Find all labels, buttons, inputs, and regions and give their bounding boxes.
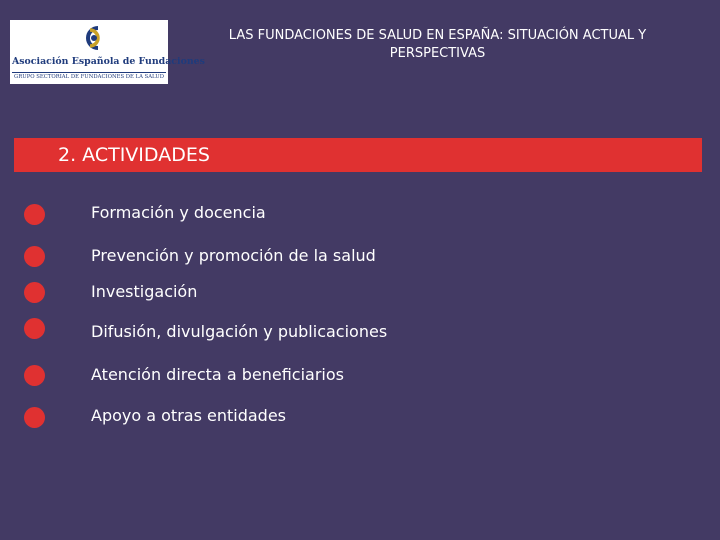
bullet-icon (24, 204, 45, 225)
list-item: Investigación (91, 282, 198, 301)
logo-subtitle: GRUPO SECTORIAL DE FUNDACIONES DE LA SALUD (12, 72, 166, 80)
list-item: Apoyo a otras entidades (91, 406, 286, 425)
section-header-bar (14, 138, 702, 172)
bullet-icon (24, 365, 45, 386)
logo-mark-icon (76, 24, 112, 52)
list-item: Formación y docencia (91, 203, 266, 222)
bullet-icon (24, 407, 45, 428)
list-item: Prevención y promoción de la salud (91, 246, 376, 265)
list-item: Difusión, divulgación y publicaciones (91, 322, 388, 341)
logo-name: Asociación Española de Fundaciones (12, 56, 205, 67)
bullet-icon (24, 318, 45, 339)
bullet-icon (24, 282, 45, 303)
page-title-line-2: PERSPECTIVAS (389, 46, 486, 61)
page-title-line-1: LAS FUNDACIONES DE SALUD EN ESPAÑA: SITUACIÓN ACTUAL Y (228, 28, 647, 43)
page-title (195, 27, 680, 63)
logo (10, 20, 205, 84)
list-item: Atención directa a beneficiarios (91, 365, 344, 384)
bullet-icon (24, 246, 45, 267)
section-title: 2. ACTIVIDADES (58, 144, 210, 166)
